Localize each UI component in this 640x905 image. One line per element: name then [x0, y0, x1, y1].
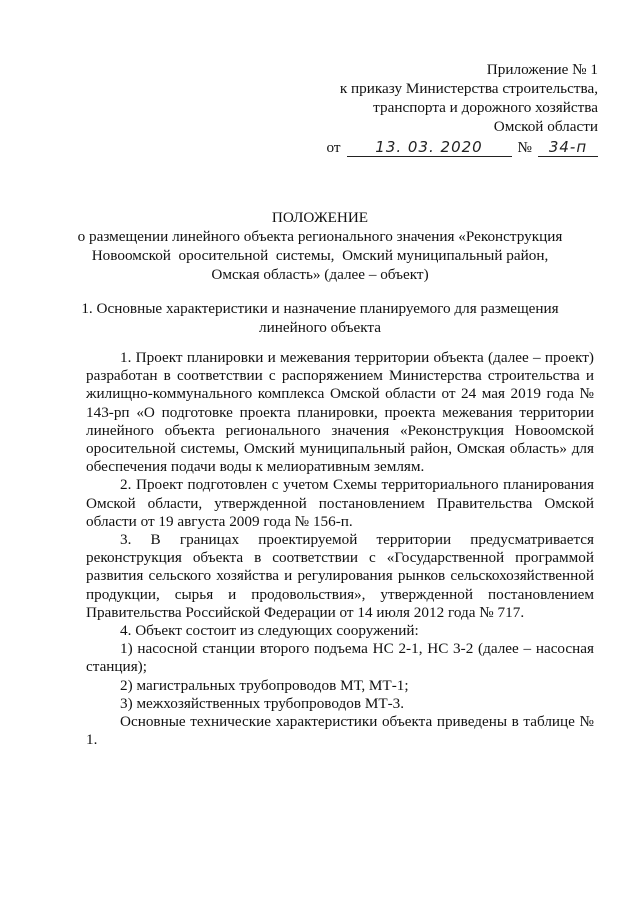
paragraph-2: 2. Проект подготовлен с учетом Схемы территориального планирования Омской области, утвержденной постановлением Правительства Омской области от 19 августа 2009 года № 156-п. — [86, 476, 594, 530]
paragraph-1: 1. Проект планировки и межевания территории объекта (далее – проект) разработан в соответствии с распоряжением Министерства строительства и жилищно-коммунального комплекса Омской области от 24 мая 2019 года № 143-рп «О подготовке проекта планировки, проекта межевания территории линейного объекта регионального значения «Реконструкция Новоомской оросительной системы, Омский муниципальный район, Омская область» для обеспечения подачи воды к мелиоративным землям. — [86, 349, 594, 476]
title-line-3: Омская область» (далее – объект) — [211, 266, 429, 283]
list-item-2: 2) магистральных трубопроводов МТ, МТ-1; — [120, 676, 409, 694]
handwritten-number: 34-п — [538, 138, 598, 157]
from-label: от — [326, 139, 341, 156]
handwritten-date: 13. 03. 2020 — [347, 138, 512, 157]
document-body — [86, 349, 594, 749]
list-item-1: 1) насосной станции второго подъема НС 2-1, НС 3-2 (далее – насосная станция); — [86, 640, 594, 676]
paragraph-3: 3. В границах проектируемой территории предусматривается реконструкция объекта в соответствии с «Государственной программой развития сельского хозяйства и регулирования рынков сельскохозяйственной продукции, сырья и продовольствия», утвержденной постановлением Правительства Российской Федерации от 14 июля 2012 года № 717. — [86, 531, 594, 621]
section-heading-line-1: 1. Основные характеристики и назначение планируемого для размещения — [81, 300, 559, 317]
title-line-1: о размещении линейного объекта регионального значения «Реконструкция — [77, 228, 563, 245]
annex-ministry-line: транспорта и дорожного хозяйства — [373, 99, 598, 116]
table-reference-paragraph: Основные технические характеристики объекта приведены в таблице № 1. — [86, 713, 594, 749]
section-heading — [0, 299, 640, 337]
list-item-3: 3) межхозяйственных трубопроводов МТ-3. — [120, 694, 405, 712]
annex-header — [326, 60, 598, 157]
annex-order-line: к приказу Министерства строительства, — [339, 80, 598, 97]
number-label: № — [517, 139, 532, 156]
paragraph-4: 4. Объект состоит из следующих сооружений: — [120, 622, 419, 640]
document-title — [0, 208, 640, 284]
section-heading-line-2: линейного объекта — [259, 319, 381, 336]
annex-number: Приложение № 1 — [486, 61, 598, 78]
title-line-2: Новоомской оросительной системы, Омский муниципальный район, — [91, 247, 549, 264]
title-heading: ПОЛОЖЕНИЕ — [271, 209, 369, 226]
annex-region-line: Омской области — [493, 118, 598, 135]
order-date-number-line — [326, 138, 598, 157]
